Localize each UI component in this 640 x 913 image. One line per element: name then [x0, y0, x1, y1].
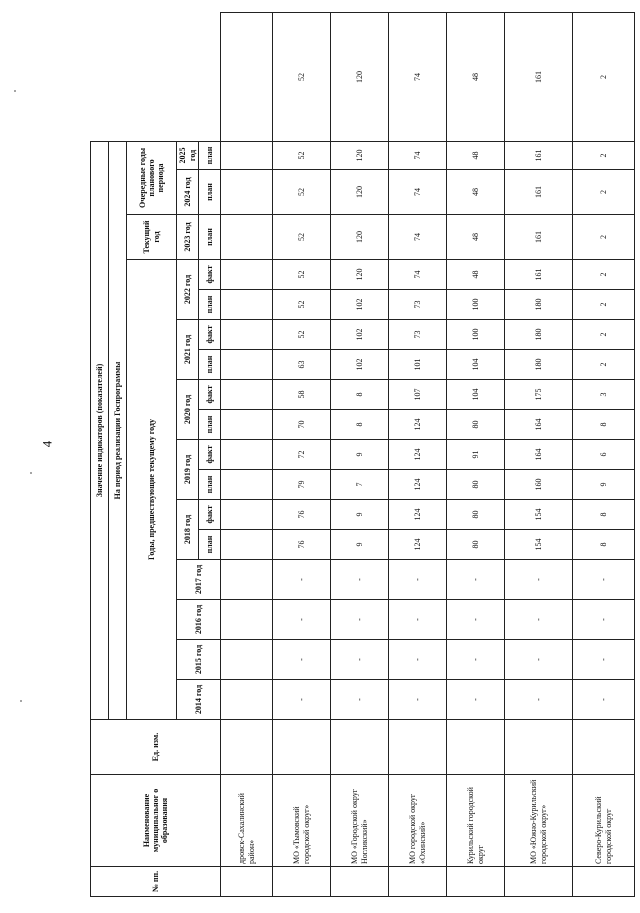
value-cell: [221, 500, 273, 530]
row-number: [273, 867, 331, 897]
value-cell: [221, 560, 273, 600]
value-cell: 160: [505, 470, 573, 500]
value-cell: 74: [389, 13, 447, 142]
value-cell: 180: [505, 350, 573, 380]
value-cell: 175: [505, 380, 573, 410]
plan-header: план: [199, 530, 221, 560]
year-header: 2025 год: [177, 141, 199, 169]
next-years-header: Очередные годы планового периода: [127, 141, 177, 214]
value-cell: 3: [573, 380, 635, 410]
value-cell: -: [505, 680, 573, 720]
value-cell: [221, 380, 273, 410]
value-cell: 52: [273, 170, 331, 215]
value-cell: 52: [273, 260, 331, 290]
value-cell: 102: [331, 320, 389, 350]
value-cell: 6: [573, 440, 635, 470]
value-cell: 2: [573, 215, 635, 260]
fact-header: факт: [199, 500, 221, 530]
current-year-header: Текущий год: [127, 215, 177, 260]
value-cell: 104: [447, 380, 505, 410]
value-cell: 2: [573, 320, 635, 350]
row-number: [505, 867, 573, 897]
value-cell: [221, 260, 273, 290]
municipality-name: Курильский городской округ: [447, 775, 505, 867]
col-unit-header: Ед. изм.: [91, 720, 221, 775]
value-cell: -: [389, 640, 447, 680]
unit-cell: [447, 720, 505, 775]
value-cell: 8: [573, 500, 635, 530]
value-cell: [221, 470, 273, 500]
value-cell: 9: [331, 500, 389, 530]
value-cell: 9: [331, 440, 389, 470]
value-cell: -: [447, 680, 505, 720]
plan-header: план: [199, 290, 221, 320]
value-cell: 2: [573, 170, 635, 215]
value-cell: 80: [447, 410, 505, 440]
value-cell: 120: [331, 215, 389, 260]
value-cell: -: [273, 600, 331, 640]
fact-header: факт: [199, 380, 221, 410]
fact-header: факт: [199, 260, 221, 290]
value-cell: 79: [273, 470, 331, 500]
value-cell: [221, 13, 273, 142]
year-header: 2015 год: [177, 640, 221, 680]
municipality-name: МО городской округ «Охинский»: [389, 775, 447, 867]
municipality-name: Северо-Курильский городской округ: [573, 775, 635, 867]
value-cell: 8: [573, 530, 635, 560]
value-cell: 180: [505, 290, 573, 320]
value-cell: 101: [389, 350, 447, 380]
plan-header: план: [199, 215, 221, 260]
value-cell: 102: [331, 290, 389, 320]
value-cell: [221, 440, 273, 470]
row-number: [221, 867, 273, 897]
value-cell: 154: [505, 500, 573, 530]
value-cell: [221, 141, 273, 169]
table-row: [447, 13, 505, 897]
value-cell: 164: [505, 440, 573, 470]
value-cell: 48: [447, 170, 505, 215]
value-cell: 8: [331, 380, 389, 410]
value-cell: 52: [273, 141, 331, 169]
value-cell: [221, 530, 273, 560]
row-number: [573, 867, 635, 897]
year-header: 2022 год: [177, 260, 199, 320]
value-cell: -: [331, 560, 389, 600]
value-cell: -: [331, 680, 389, 720]
table-row: [505, 13, 573, 897]
value-cell: 2: [573, 13, 635, 142]
indicators-table: [90, 12, 635, 897]
value-cell: 48: [447, 13, 505, 142]
scan-speck: [14, 90, 16, 92]
value-cell: 8: [573, 410, 635, 440]
value-cell: 52: [273, 215, 331, 260]
municipality-name: МО «Тымовский городской округ»: [273, 775, 331, 867]
unit-cell: [389, 720, 447, 775]
value-cell: [221, 170, 273, 215]
value-cell: 72: [273, 440, 331, 470]
value-cell: [221, 290, 273, 320]
value-cell: 100: [447, 290, 505, 320]
value-cell: 9: [573, 470, 635, 500]
value-cell: 154: [505, 530, 573, 560]
value-cell: -: [389, 560, 447, 600]
value-cell: 124: [389, 530, 447, 560]
value-cell: 104: [447, 350, 505, 380]
municipality-name: дровск-Сахалинский район»: [221, 775, 273, 867]
value-cell: 80: [447, 500, 505, 530]
years-before-header: Годы, предшествующие текущему году: [127, 260, 177, 720]
value-cell: 58: [273, 380, 331, 410]
indicators-title: Значение индикаторов (показателей): [91, 141, 109, 719]
value-cell: 124: [389, 440, 447, 470]
fact-header: факт: [199, 320, 221, 350]
value-cell: -: [331, 600, 389, 640]
value-cell: [221, 215, 273, 260]
value-cell: -: [389, 680, 447, 720]
program-period-header: На период реализации Госпрограммы: [109, 141, 127, 719]
value-cell: 180: [505, 320, 573, 350]
plan-header: план: [199, 141, 221, 169]
unit-cell: [573, 720, 635, 775]
value-cell: 164: [505, 410, 573, 440]
unit-cell: [273, 720, 331, 775]
table-row: [273, 13, 331, 897]
value-cell: [221, 350, 273, 380]
page-number: 4: [39, 440, 55, 448]
value-cell: -: [505, 600, 573, 640]
value-cell: 73: [389, 290, 447, 320]
value-cell: 8: [331, 410, 389, 440]
plan-header: план: [199, 350, 221, 380]
value-cell: -: [447, 560, 505, 600]
value-cell: 52: [273, 320, 331, 350]
plan-header: план: [199, 410, 221, 440]
value-cell: 124: [389, 410, 447, 440]
year-header: 2019 год: [177, 440, 199, 500]
value-cell: -: [273, 560, 331, 600]
value-cell: 63: [273, 350, 331, 380]
value-cell: 2: [573, 260, 635, 290]
value-cell: [221, 410, 273, 440]
value-cell: 80: [447, 470, 505, 500]
value-cell: -: [573, 640, 635, 680]
col-no-header: № пп.: [91, 867, 221, 897]
unit-cell: [505, 720, 573, 775]
year-header: 2023 год: [177, 215, 199, 260]
value-cell: 161: [505, 260, 573, 290]
year-header: 2020 год: [177, 380, 199, 440]
value-cell: 52: [273, 290, 331, 320]
value-cell: -: [331, 640, 389, 680]
value-cell: 120: [331, 141, 389, 169]
table-row: [221, 13, 273, 897]
row-number: [389, 867, 447, 897]
year-header: 2024 год: [177, 170, 199, 215]
value-cell: [221, 320, 273, 350]
value-cell: 2: [573, 290, 635, 320]
value-cell: 161: [505, 13, 573, 142]
value-cell: -: [273, 680, 331, 720]
value-cell: -: [505, 640, 573, 680]
value-cell: -: [273, 640, 331, 680]
unit-cell: [331, 720, 389, 775]
value-cell: 2: [573, 141, 635, 169]
value-cell: 91: [447, 440, 505, 470]
value-cell: -: [447, 640, 505, 680]
value-cell: -: [573, 680, 635, 720]
fact-header: факт: [199, 440, 221, 470]
value-cell: 120: [331, 13, 389, 142]
year-header: 2021 год: [177, 320, 199, 380]
value-cell: 107: [389, 380, 447, 410]
value-cell: 70: [273, 410, 331, 440]
value-cell: 48: [447, 260, 505, 290]
scan-speck: [30, 472, 32, 474]
scan-speck: [20, 700, 22, 702]
table-body: [221, 13, 635, 897]
unit-cell: [221, 720, 273, 775]
value-cell: -: [573, 600, 635, 640]
value-cell: 80: [447, 530, 505, 560]
year-header: 2014 год: [177, 680, 221, 720]
municipality-name: МО «Городской округ Ногликский»: [331, 775, 389, 867]
table-row: [331, 13, 389, 897]
value-cell: 73: [389, 320, 447, 350]
value-cell: 161: [505, 170, 573, 215]
value-cell: 48: [447, 215, 505, 260]
value-cell: -: [505, 560, 573, 600]
value-cell: [221, 600, 273, 640]
rotated-table-area: [90, 12, 613, 897]
value-cell: 124: [389, 500, 447, 530]
value-cell: 74: [389, 141, 447, 169]
row-number: [331, 867, 389, 897]
value-cell: 74: [389, 260, 447, 290]
value-cell: 52: [273, 13, 331, 142]
plan-header: план: [199, 470, 221, 500]
value-cell: 161: [505, 215, 573, 260]
value-cell: 120: [331, 260, 389, 290]
value-cell: 74: [389, 215, 447, 260]
value-cell: 102: [331, 350, 389, 380]
year-header: 2018 год: [177, 500, 199, 560]
value-cell: -: [573, 560, 635, 600]
table-row: [573, 13, 635, 897]
year-header: 2016 год: [177, 600, 221, 640]
value-cell: [221, 640, 273, 680]
value-cell: 100: [447, 320, 505, 350]
table-row: [389, 13, 447, 897]
value-cell: 76: [273, 500, 331, 530]
value-cell: -: [447, 600, 505, 640]
value-cell: 48: [447, 141, 505, 169]
value-cell: 161: [505, 141, 573, 169]
value-cell: 124: [389, 470, 447, 500]
value-cell: 76: [273, 530, 331, 560]
row-number: [447, 867, 505, 897]
value-cell: 2: [573, 350, 635, 380]
value-cell: 74: [389, 170, 447, 215]
value-cell: 9: [331, 530, 389, 560]
value-cell: [221, 680, 273, 720]
value-cell: 7: [331, 470, 389, 500]
year-header: 2017 год: [177, 560, 221, 600]
municipality-name: МО «Южно-Курильский городской округ»: [505, 775, 573, 867]
value-cell: -: [389, 600, 447, 640]
plan-header: план: [199, 170, 221, 215]
col-name-header: Наименование муниципальног о образования: [91, 775, 221, 867]
value-cell: 120: [331, 170, 389, 215]
